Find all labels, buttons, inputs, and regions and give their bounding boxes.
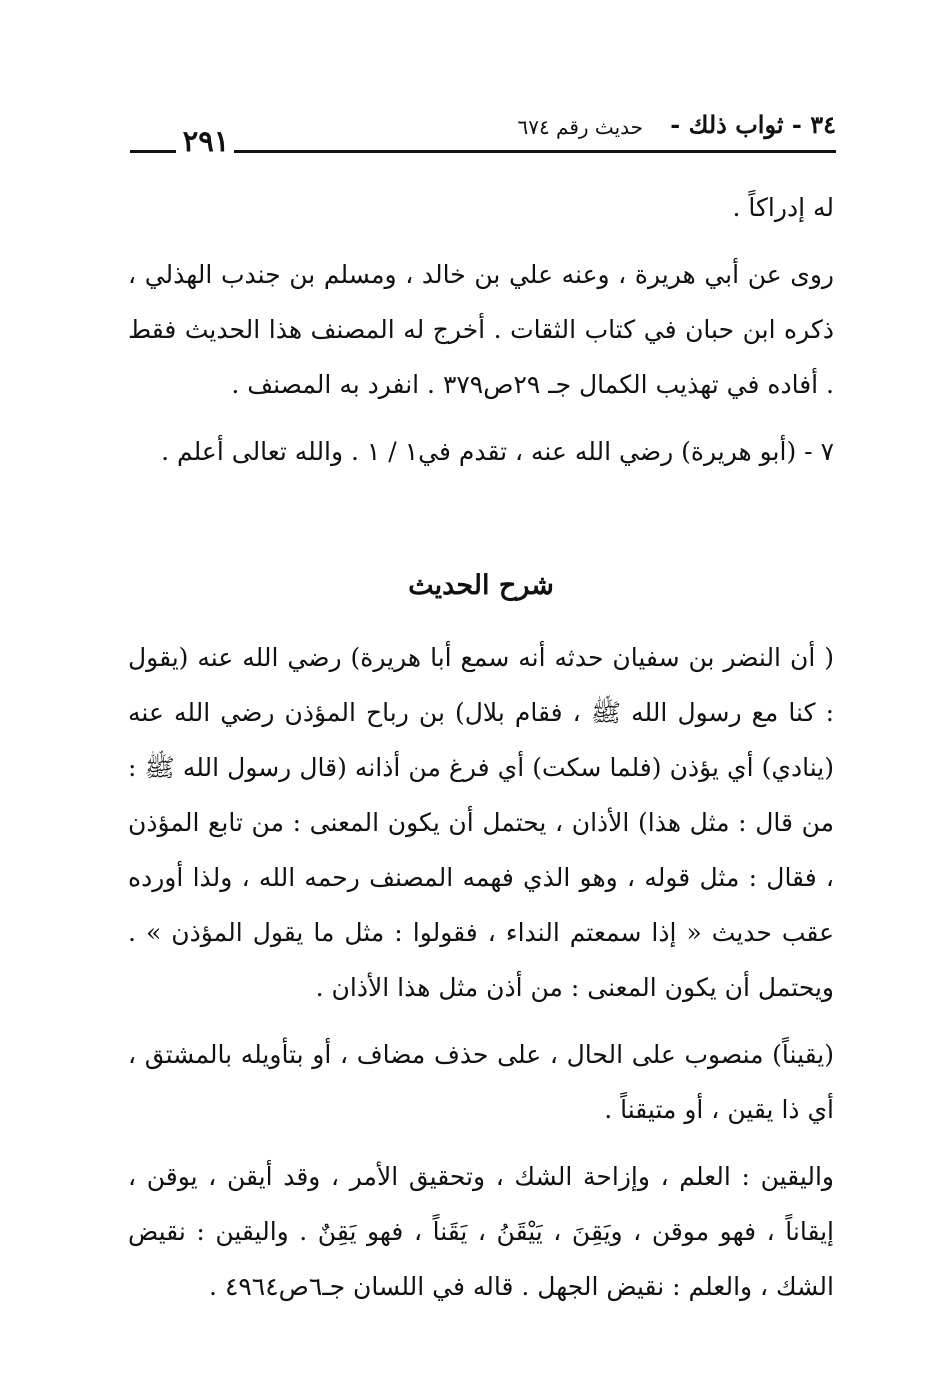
page-number: ٢٩١: [182, 124, 230, 158]
paragraph: (يقيناً) منصوب على الحال ، على حذف مضاف ، أو بتأويله بالمشتق ، أي ذا يقين ، أو متيقناً .: [128, 1040, 834, 1124]
section-heading: شرح الحديث: [408, 570, 554, 601]
commentary-block: [128, 630, 834, 1314]
header-rule: [234, 150, 836, 153]
intro-block: [128, 180, 834, 479]
paragraph: له إدراكاً .: [732, 193, 834, 222]
hadith-reference: حديث رقم ٦٧٤: [517, 115, 643, 139]
paragraph: روى عن أبي هريرة ، وعنه علي بن خالد ، ومسلم بن جندب الهذلي ، ذكره ابن حبان في كتاب الثقات . أخرج له المصنف هذا الحديث فقط . أفاده في تهذيب الكمال جـ ٢٩ص٣٧٩ . انفرد به المصنف .: [128, 260, 834, 399]
paragraph: واليقين : العلم ، وإزاحة الشك ، وتحقيق الأمر ، وقد أيقن ، يوقن ، إيقاناً ، فهو موقن ، ويَقِنَ ، يَيْقَنُ ، يَقَناً ، فهو يَقِنٌ . واليقين : نقيض الشك ، والعلم : نقيض الجهل . قاله في اللسان جـ٦ص٤٩٦٤ .: [128, 1162, 834, 1301]
paragraph: ( أن النضر بن سفيان حدثه أنه سمع أبا هريرة) رضي الله عنه (يقول : كنا مع رسول الله ﷺ ، فقام بلال) بن رباح المؤذن رضي الله عنه (ينادي) أي يؤذن (فلما سكت) أي فرغ من أذانه (قال رسول الله ﷺ : من قال : مثل هذا) الأذان ، يحتمل أن يكون المعنى : من تابع المؤذن ، فقال : مثل قوله ، وهو الذي فهمه المصنف رحمه الله ، ولذا أورده عقب حديث « إذا سمعتم النداء ، فقولوا : مثل ما يقول المؤذن » . ويحتمل أن يكون المعنى : من أذن مثل هذا الأذان .: [128, 643, 834, 1002]
page-number-dash: [130, 150, 176, 153]
chapter-title: ٣٤ - ثواب ذلك -: [670, 110, 836, 139]
paragraph: ٧ - (أبو هريرة) رضي الله عنه ، تقدم في١ / ١ . والله تعالى أعلم .: [161, 437, 834, 466]
